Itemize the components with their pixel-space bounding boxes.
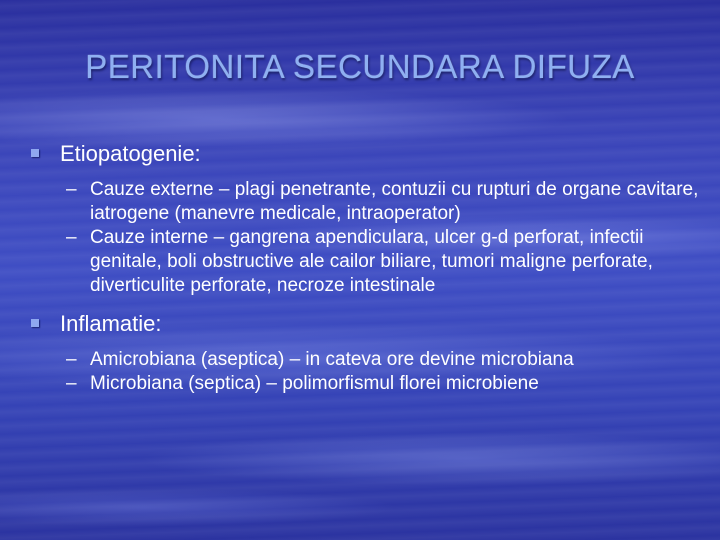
slide-body — [30, 140, 700, 408]
sub-bullet-text: Amicrobiana (aseptica) – in cateva ore devine microbiana — [90, 349, 574, 370]
square-bullet-icon — [31, 319, 39, 327]
bullet-etiopatogenie — [30, 140, 700, 168]
sub-bullet-text: Cauze externe – plagi penetrante, contuzii cu rupturi de organe cavitare, iatrogene (manevre medicale, intraoperator) — [90, 179, 699, 224]
sub-bullet-amicrobiana — [30, 348, 700, 372]
slide-title: PERITONITA SECUNDARA DIFUZA — [85, 48, 635, 85]
sub-bullet-cauze-externe — [30, 178, 700, 226]
dash-bullet-icon: – — [66, 349, 77, 370]
sub-list-inflamatie — [30, 348, 700, 396]
dash-bullet-icon: – — [66, 373, 77, 394]
sub-list-etiopatogenie — [30, 178, 700, 298]
sub-bullet-cauze-interne — [30, 226, 700, 298]
bullet-heading: Etiopatogenie: — [60, 141, 201, 166]
bullet-inflamatie — [30, 310, 700, 338]
sub-bullet-microbiana — [30, 372, 700, 396]
dash-bullet-icon: – — [66, 227, 77, 248]
sub-bullet-text: Microbiana (septica) – polimorfismul florei microbiene — [90, 373, 539, 394]
sub-bullet-text: Cauze interne – gangrena apendiculara, ulcer g-d perforat, infectii genitale, boli obstructive ale cailor biliare, tumori maligne perforate, diverticulite perforate, necroze intestinale — [90, 227, 653, 296]
square-bullet-icon — [31, 149, 39, 157]
dash-bullet-icon: – — [66, 179, 77, 200]
bullet-heading: Inflamatie: — [60, 311, 162, 336]
